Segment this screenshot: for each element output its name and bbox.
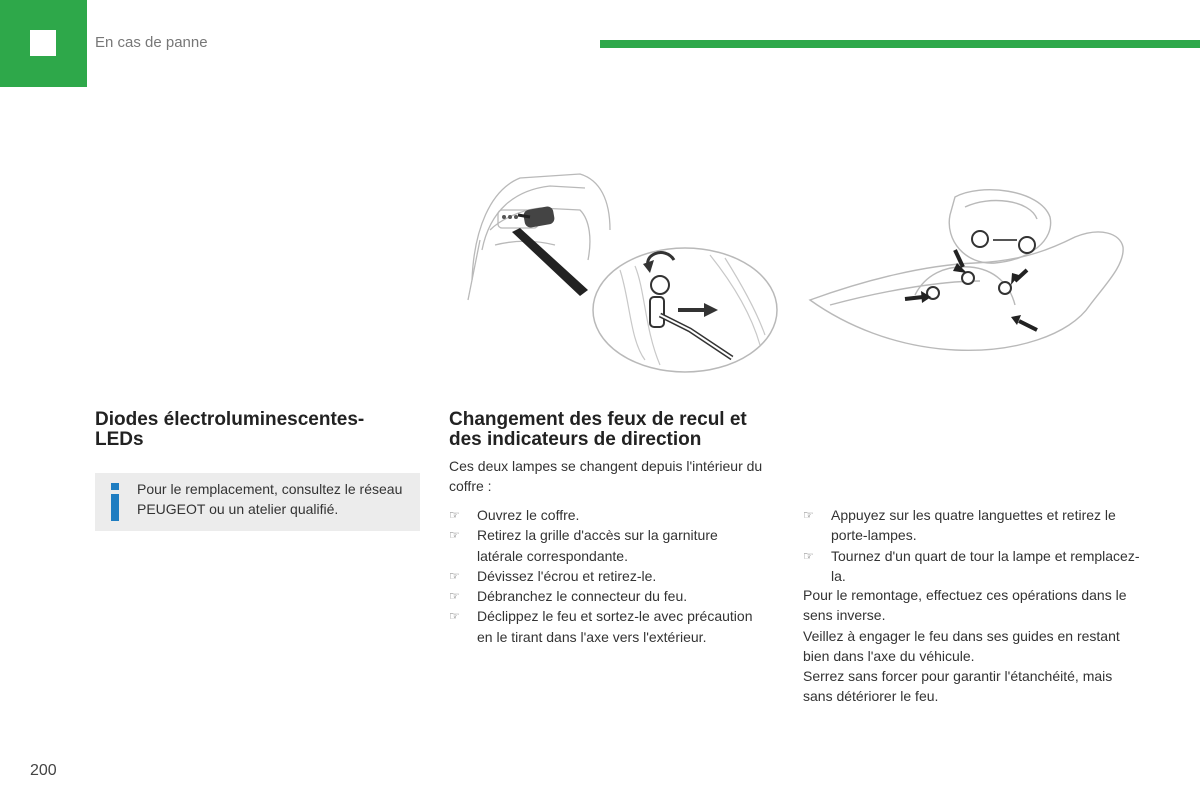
info-text: Pour le remplacement, consultez le réseau PEUGEOT ou un atelier qualifié. (137, 481, 403, 517)
paragraph: Pour le remontage, effectuez ces opérations dans le sens inverse. (803, 587, 1127, 624)
pointing-hand-icon: ☞ (449, 508, 460, 522)
intro-text: Ces deux lampes se changent depuis l'intérieur du coffre : (449, 458, 763, 495)
step-text: Ouvrez le coffre. (477, 507, 580, 523)
list-item (449, 525, 759, 566)
pointing-hand-icon: ☞ (803, 508, 814, 522)
paragraph: Veillez à engager le feu dans ses guides en restant bien dans l'axe du véhicule. (803, 627, 1120, 664)
pointing-hand-icon: ☞ (449, 568, 460, 583)
trunk-lamp-illustration (460, 170, 780, 375)
list-item (449, 505, 759, 525)
pointing-hand-icon: ☞ (449, 609, 460, 624)
list-item (449, 566, 759, 586)
leds-section-title: Diodes électroluminescentes-LEDs (95, 409, 365, 450)
info-icon (109, 483, 121, 521)
pointing-hand-icon: ☞ (449, 589, 460, 604)
lamp-holder-illustration (805, 185, 1130, 360)
list-item (803, 505, 1143, 546)
header-accent-bar (600, 40, 1200, 48)
list-item (803, 546, 1143, 587)
section-label: En cas de panne (95, 34, 208, 51)
chapter-square-icon (30, 30, 56, 56)
reassembly-notes (803, 585, 1143, 707)
step-text: Retirez la grille d'accès sur la garniture latérale correspondante. (477, 527, 718, 564)
info-box (95, 473, 420, 531)
step-text: Dévissez l'écrou et retirez-le. (477, 567, 657, 584)
step-text: Appuyez sur les quatre languettes et retirez le porte-lampes. (831, 507, 1116, 544)
pointing-hand-icon: ☞ (449, 528, 460, 543)
paragraph: Serrez sans forcer pour garantir l'étanchéité, mais sans détériorer le feu. (803, 668, 1113, 705)
change-section-title: Changement des feux de recul et des indicateurs de direction (449, 409, 747, 450)
steps-list-left (449, 505, 759, 647)
list-item (449, 606, 759, 647)
pointing-hand-icon: ☞ (803, 548, 814, 563)
list-item (449, 586, 759, 606)
step-text: Tournez d'un quart de tour la lampe et remplacez-la. (831, 547, 1140, 584)
chapter-color-block (0, 0, 87, 87)
page-number: 200 (30, 762, 57, 779)
step-text: Débranchez le connecteur du feu. (477, 588, 688, 605)
steps-list-right (803, 505, 1143, 586)
step-text: Déclippez le feu et sortez-le avec précaution en le tirant dans l'axe vers l'extérieur. (477, 608, 753, 645)
